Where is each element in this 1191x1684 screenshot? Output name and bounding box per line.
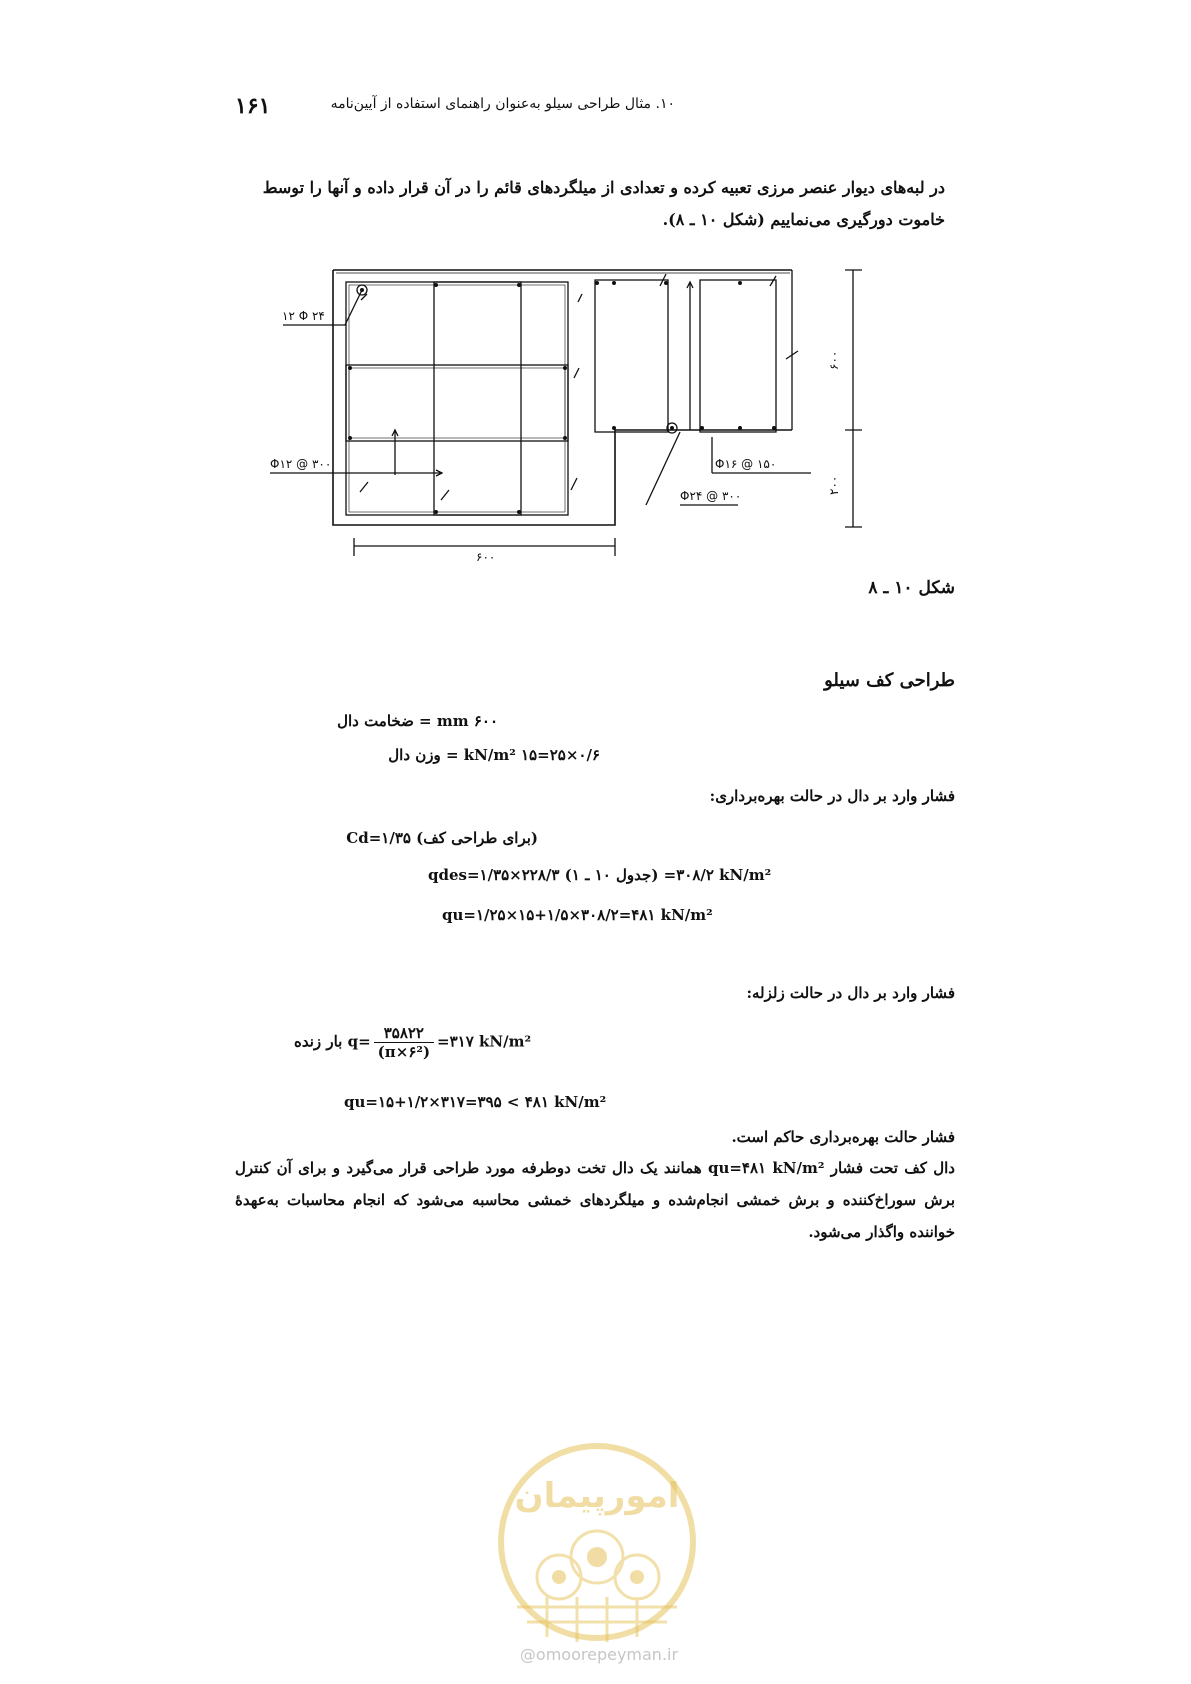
watermark-logo-text: امورپیمان (514, 1476, 680, 1516)
stirrup-right-2 (700, 280, 776, 432)
watermark-logo (487, 1437, 707, 1647)
figure-caption: شکل ۱۰ ـ ۸ (868, 578, 955, 598)
qu-seismic-equation: qu=۱۵+۱/۲×۳۱۷=۳۹۵ < ۴۸۱ kN/m² (344, 1093, 607, 1111)
page-header (235, 93, 675, 119)
rebar-cage-vertical (434, 282, 521, 515)
intro-paragraph: در لبه‌های دیوار عنصر مرزی تعبیه کرده و تعدادی از میلگردهای قائم را در آن قرار داده و آنها را توسط خاموت دورگیری می‌نماییم (شکل ۱۰ ـ ۸). (262, 178, 945, 229)
conclusion-line: فشار حالت بهره‌برداری حاکم است. (731, 1128, 955, 1146)
final-paragraph: دال کف تحت فشار qu=۴۸۱ kN/m² همانند یک دال تخت دوطرفه مورد طراحی قرار می‌گیرد و برای آن کنترل برش سوراخ‌کننده و برش خمشی انجام‌شده و میلگردهای خمشی محاسبه می‌شود که انجام محاسبات به‌عهدهٔ خواننده واگذار می‌شود. (235, 1159, 955, 1241)
label-dim-height-upper: ۶۰۰ (827, 350, 841, 370)
fraction-numerator: ۳۵۸۲۲ (374, 1024, 434, 1043)
label-right-stirrup: Φ۱۶ @ ۱۵۰ (715, 457, 777, 471)
watermark-site: @omoorepeyman.ir (519, 1645, 679, 1664)
slab-thickness-eq: ۶۰۰ mm = ضخامت دال (337, 712, 498, 730)
chapter-title: ۱۰. مثال طراحی سیلو به‌عنوان راهنمای استفاده از آیین‌نامه (330, 96, 675, 112)
slab-weight-eq: ۰/۶×۲۵=۱۵ kN/m² = وزن دال (388, 746, 600, 764)
qdes-equation: qdes=۱/۳۵×۲۲۸/۳ (جدول ۱۰ ـ ۱) =۳۰۸/۲ kN/m² (428, 866, 772, 884)
rebar-cage-horizontal (346, 365, 568, 441)
q-prefix: q= (347, 1032, 371, 1051)
seismic-q-equation (294, 1024, 531, 1061)
service-pressure-label: فشار وارد بر دال در حالت بهره‌برداری: (709, 787, 955, 805)
stirrup-right-1 (595, 280, 668, 432)
page-number: ۱۶۱ (235, 93, 271, 119)
reinforcement-figure (250, 262, 841, 564)
q-result: =۳۱۷ kN/m² (437, 1032, 532, 1051)
section-heading: طراحی کف سیلو (824, 670, 955, 691)
label-bottom-bar: Φ۲۴ @ ۳۰۰ (680, 489, 742, 503)
label-left-stirrup: Φ۱۲ @ ۳۰۰ (270, 457, 332, 471)
qu-service-equation: qu=۱/۲۵×۱۵+۱/۵×۳۰۸/۲=۴۸۱ kN/m² (442, 906, 713, 924)
live-load-label: بار زنده (294, 1032, 343, 1051)
seismic-pressure-label: فشار وارد بر دال در حالت زلزله: (746, 984, 955, 1002)
q-fraction (374, 1024, 434, 1061)
rebar-cage-left (346, 282, 568, 515)
label-dim-width: ۶۰۰ (476, 550, 496, 564)
label-top-left-bar: ۱۲ Φ ۲۴ (282, 309, 325, 323)
slab-outline (333, 270, 792, 525)
label-dim-height-lower: ۲۰۰ (827, 475, 841, 495)
fraction-denominator: (π×۶²) (377, 1043, 431, 1061)
cd-equation: (برای طراحی کف) Cd=۱/۳۵ (346, 829, 538, 847)
